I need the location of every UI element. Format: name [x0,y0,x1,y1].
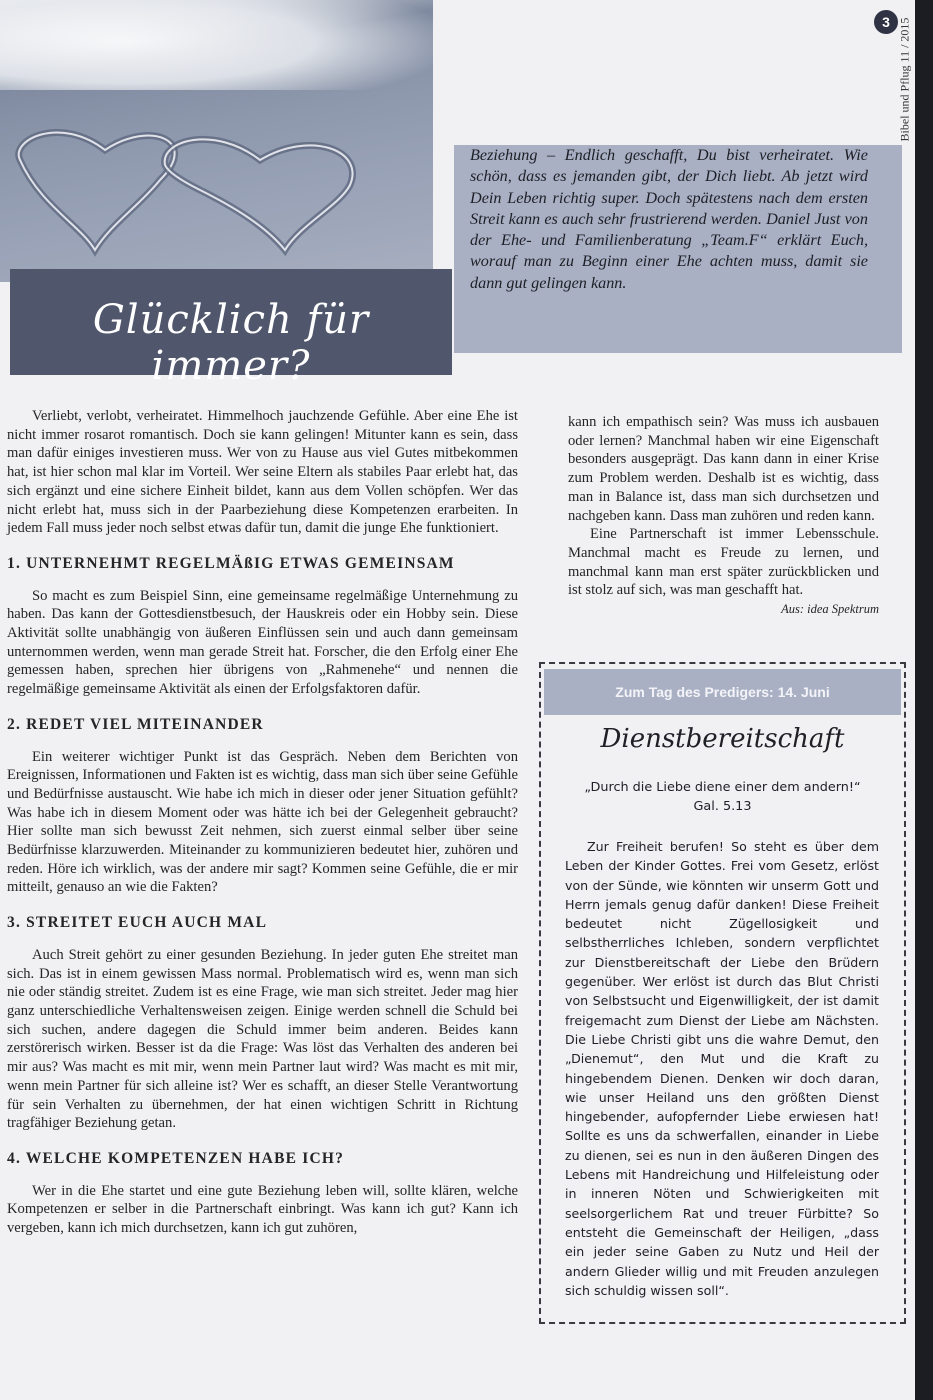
page-number: 3 [874,10,898,34]
hearts-in-sand-photo [0,0,433,282]
paragraph: Auch Streit gehört zu einer gesunden Beziehung. In jeder guten Ehe streitet man sich. Das ist in einem gewissen Mass normal. Problematisch wird es, wenn man sich nie oder ständig streitet. Zudem ist es eine Frage, wie man sich streitet. Jeder mag hier ganz unterschiedliche Verhaltensweisen zeigen. Einige werden schnell die Schuld bei sich suchen, andere dagegen die Schuld immer beim anderen. Beides kann zerstörerisch wirken. Besser ist da die Frage: Was löst das Verhalten des anderen bei mir aus? Was macht es mit mir, wenn mein Partner laut wird? Was macht es mit mir, wenn mein Partner für sich alleine ist? Wer es schafft, an dieser Stelle Verantwortung für sein Verhalten zu übernehmen, der hat einen wichtigen Schritt in Richtung tragfähiger Beziehung getan. [7,946,518,1132]
devotional-box [539,662,906,1324]
box-header: Zum Tag des Predigers: 14. Juni [544,669,901,715]
quote-text: „Durch die Liebe diene einer dem andern!“ [584,780,861,795]
publication-label: Bibel und Pflug 11 / 2015 [897,17,912,142]
publication-sidebar [895,10,915,150]
article-right-column [568,413,879,619]
paragraph: Eine Partnerschaft ist immer Lebensschule. Manchmal macht es Freude zu lernen, und manchmal kann man erst später zurückblicken und ist stolz auf sich, was man geschafft hat. [568,526,879,599]
section-heading: 4. WELCHE KOMPETENZEN HABE ICH? [7,1149,345,1167]
quote-reference: Gal. 5.13 [693,799,752,814]
intro-text: Beziehung – Endlich geschafft, Du bist verheiratet. Wie schön, dass es jemanden gibt, der Dich liebt. Ab jetzt wird Dein Leben richtig super. Doch spätestens nach dem ersten Streit kann es auch sehr frustrierend werden. Daniel Just von der Ehe- und Familienberatung „Team.F“ erklärt Euch, worauf man zu Beginn einer Ehe achten muss, damit sie dann gut gelingen kann. [470,146,868,292]
article-left-column [7,407,518,1238]
page-title: Glücklich für immer? [92,297,370,389]
paragraph: Verliebt, verlobt, verheiratet. Himmelhoch jauchzende Gefühle. Aber eine Ehe ist nicht immer rosarot romantisch. Doch sie kann gelingen! Mitunter kann es sein, dass man dafür einiges investieren muss. Wer von zu Hause aus viel Gutes mitbekommen hat, ist hier schon mal klar im Vorteil. Wer seine Eltern als stabiles Paar erlebt hat, das sich ergänzt und eine sichere Einheit bildet, kann aus dem Vollen schöpfen. Wer das nicht erlebt hat, muss sich in der Paarbeziehung diese Kompetenzen erarbeiten. In jedem Fall muss jeder noch selbst etwas dafür tun, damit die junge Ehe funktioniert. [7,408,518,537]
section-heading: 3. STREITET EUCH AUCH MAL [7,914,268,932]
source-credit: Aus: idea Spektrum [781,602,879,617]
hearts-icon [0,0,433,282]
box-quote [571,778,874,816]
title-box [10,269,452,389]
paragraph: So macht es zum Beispiel Sinn, eine gemeinsame regelmäßige Unternehmung zu haben. Das kann der Gottesdienstbesuch, der Hauskreis oder ein Hobby sein. Diese Aktivität sollte unabhängig von äußeren Einflüssen sein und auch dann gemeinsam unternommen werden, wenn man gerade Streit hat. Forscher, die den Erfolg einer Ehe gemessen haben, sprechen hier übrigens von „Rahmenehe“ und nennen die regelmäßige gemeinsame Aktivität als einen der Erfolgsfaktoren dafür. [7,587,518,698]
box-title: Dienstbereitschaft [600,724,845,754]
paragraph: kann ich empathisch sein? Was muss ich ausbauen oder lernen? Manchmal haben wir eine Eigenschaft besonders ausgeprägt. Das kann dann in einer Krise zum Problem werden. Deshalb ist es wichtig, dass man in Balance ist, dass man sich durchsetzen und nachgeben kann. Dass man zuhören und reden kann. [568,414,879,524]
section-heading: 1. UNTERNEHMT REGELMÄßIG ETWAS GEMEINSAM [7,554,455,572]
paragraph: Wer in die Ehe startet und eine gute Beziehung leben will, sollte klären, welche Kompetenzen er selber in die Partnerschaft einbringt. Was kann ich gut? Kann ich vergeben, kann ich mich durchsetzen, kann ich gut zuhören, [7,1182,518,1237]
paragraph: Ein weiterer wichtiger Punkt ist das Gespräch. Neben dem Berichten von Ereignissen, Informationen und Fakten ist es wichtig, dass man sich über seine Gefühle und Bedürfnisse austauscht. Wie habe ich mich in dieser oder jener Situation gefühlt? Was habe ich in diesem Moment oder was hätte ich bei der Gelegenheit gebraucht? Hier sollte man sich bewusst Zeit nehmen, sich zuerst einmal selber über seine Bedürfnisse klarzuwerden. Miteinander zu kommunizieren bedeutet hier, zuhören und reden. Höre ich wirklich, was der andere mir sagt? Kommen seine Gefühle, die er mir mitteilt, genauso an wie die Fakten? [7,748,518,896]
section-heading: 2. REDET VIEL MITEINANDER [7,715,264,733]
box-body: Zur Freiheit berufen! So steht es über dem Leben der Kinder Gottes. Frei vom Gesetz, erlöst von der Sünde, wie könnten wir unserm Gott und Herrn jemals genug dafür danken! Diese Freiheit bedeutet nicht Zügellosigkeit und selbstherrliches Ichleben, sondern verpflichtet zur Dienstbereitschaft der Liebe den Brüdern gegenüber. Wer erlöst ist durch das Blut Christi von Selbstsucht und Eigenwilligkeit, der ist damit freigemacht zum Dienst der Liebe am Nächsten. Die Liebe Christi gibt uns die wahre Demut, den „Dienemut“, den Mut und die Kraft zu hingebendem Dienen. Denken wir doch daran, wie unser Heiland uns den größten Dienst hingebender, aufopfernder Liebe erwiesen hat! Sollte es uns da schwerfallen, einander in Liebe zu dienen, sei es nun in den äußeren Dingen des Lebens mit Handreichung und Hilfeleistung oder in inneren Nöten und Schwierigkeiten mit seelsorgerlichem Rat und treuer Fürbitte? So entsteht die Gemeinschaft der Heiligen, „dass ein jeder seine Gaben zu Nutz und Heil der andern Glieder willig und mit Freuden anzulegen sich schuldig wissen soll“. [565,839,879,1298]
